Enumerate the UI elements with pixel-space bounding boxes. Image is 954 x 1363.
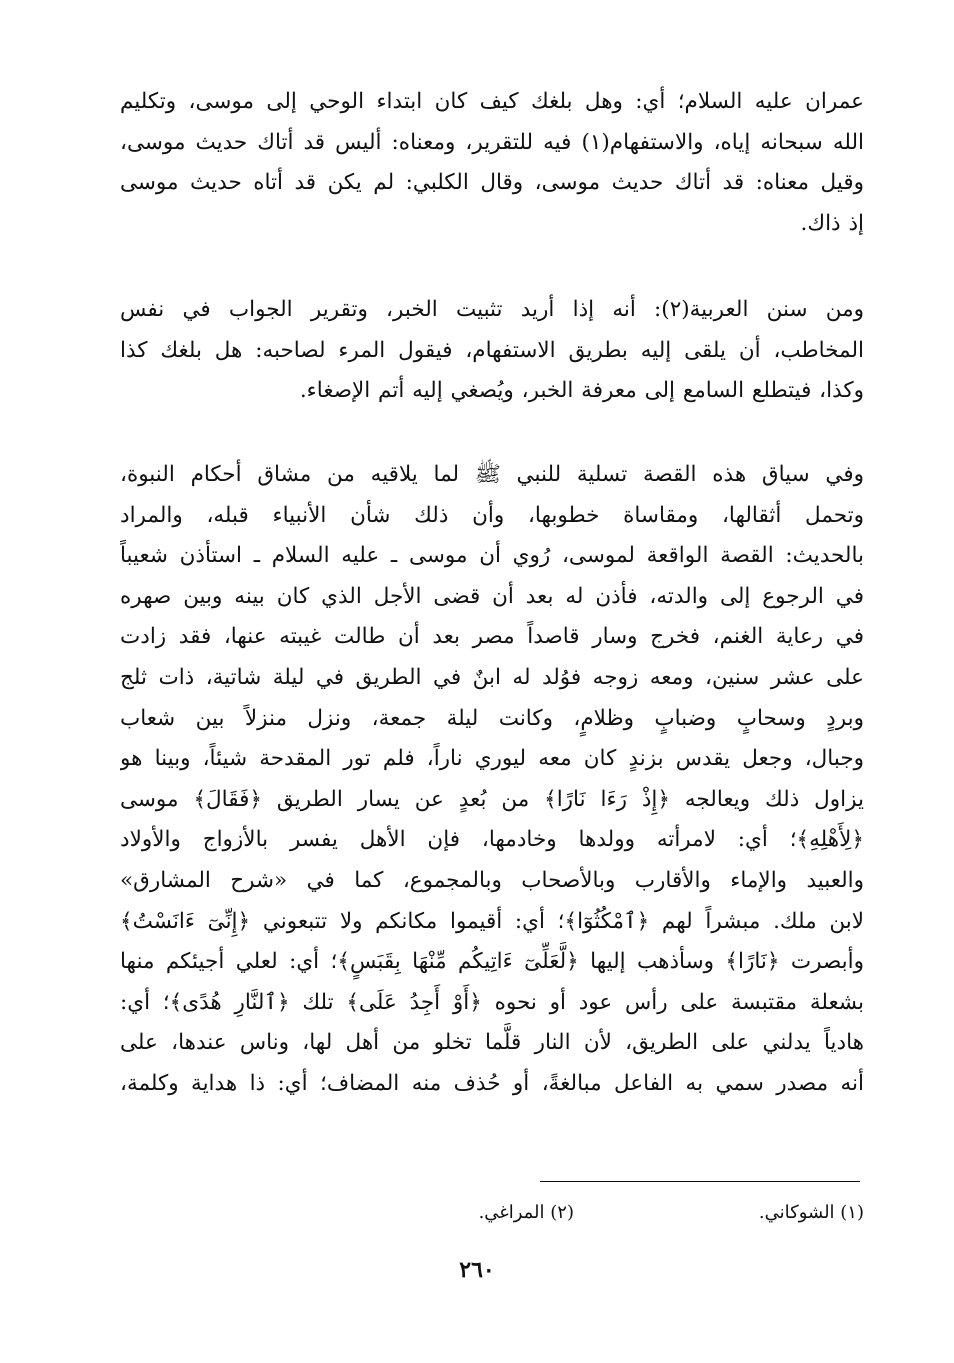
text-line: في رعاية الغنم، فخرج وسار قاصداً مصر بعد أن طالت غيبته عنها، فقد زادت [120, 624, 864, 650]
text-line: بالحديث: القصة الواقعة لموسى، رُوي أن موسى ـ عليه السلام ـ استأذن شعيباً [120, 543, 864, 569]
paragraph-2 [120, 290, 864, 412]
text-line: يزاول ذلك ويعالجه ﴿إِذْ رَءَا نَارًا﴾ من بُعدٍ عن يسار الطريق ﴿فَقَالَ﴾ موسى [120, 786, 864, 812]
text-line: وجبال، وجعل يقدس بزندٍ كان معه ليوري ناراً، فلم تور المقدحة شيئاً، وبينا هو [120, 746, 864, 772]
text-line: الله سبحانه إياه، والاستفهام(١) فيه للتقرير، ومعناه: أليس قد أتاك حديث موسى، [120, 129, 864, 155]
paragraph-3 [120, 455, 864, 1105]
text-line: على عشر سنين، ومعه زوجه فوُلد له ابنٌ في الطريق في ليلة شاتية، ذات ثلج [120, 664, 864, 690]
text-line: وقيل معناه: قد أتاك حديث موسى، وقال الكلبي: لم يكن قد أتاه حديث موسى [120, 170, 864, 196]
text-line: والعبيد والإماء والأقارب وبالأصحاب وبالمجموع، كما في «شرح المشارق» [120, 867, 864, 893]
footnote-divider [540, 1181, 860, 1182]
text-line: عمران عليه السلام؛ أي: وهل بلغك كيف كان ابتداء الوحي إلى موسى، وتكليم [120, 89, 864, 114]
text-line: لابن ملك. مبشراً لهم ﴿ٱمْكُثُوٓا﴾؛ أي: أقيموا مكانكم ولا تتبعوني ﴿إِنِّىٓ ءَانَسْتُ﴾ [120, 908, 864, 934]
footnote-1: (١) الشوكاني. [758, 1202, 864, 1223]
text-line: وبردٍ وسحابٍ وضبابٍ وظلامٍ، وكانت ليلة جمعة، ونزل منزلاً بين شعاب [120, 705, 864, 731]
footnotes [300, 1197, 864, 1229]
text-line: بشعلة مقتبسة على رأس عود أو نحوه ﴿أَوْ أَجِدُ عَلَى﴾ تلك ﴿ٱلنَّارِ هُدًى﴾؛ أي: [120, 989, 864, 1015]
text-line: هادياً يدلني على الطريق، لأن النار قلَّما تخلو من أهل لها، وناس عندها، على [120, 1030, 864, 1056]
text-line: ومن سنن العربية(٢): أنه إذا أريد تثبيت الخبر، وتقرير الجواب في نفس [120, 297, 864, 322]
page-number: ٢٦٠ [459, 1257, 495, 1283]
text-line: ﴿لِأَهْلِهِ﴾؛ أي: لامرأته وولدها وخادمها، فإن الأهل يفسر بالأزواج والأولاد [120, 827, 864, 853]
text-line: أنه مصدر سمي به الفاعل مبالغةً، أو حُذف منه المضاف؛ أي: ذا هداية وكلمة، [120, 1070, 864, 1096]
text-line: في الرجوع إلى والدته، فأذن له بعد أن قضى الأجل الذي كان بينه وبين صهره [120, 583, 864, 609]
paragraph-1 [120, 82, 864, 244]
text-line: وفي سياق هذه القصة تسلية للنبي ﷺ لما يلاقيه من مشاق أحكام النبوة، [120, 462, 864, 487]
footnote-2: (٢) المراغي. [478, 1202, 574, 1223]
text-line: المخاطب، أن يلقى إليه بطريق الاستفهام، فيقول المرء لصاحبه: هل بلغك كذا [120, 337, 864, 363]
text-line: وتحمل أثقالها، ومقاساة خطوبها، وأن ذلك شأن الأنبياء قبله، والمراد [120, 502, 864, 528]
text-line: إذ ذاك. [800, 210, 864, 236]
text-line: وأبصرت ﴿نَارًا﴾ وسأذهب إليها ﴿لَّعَلِّىٓ ءَاتِيكُم مِّنْهَا بِقَبَسٍ﴾؛ أي: لعلي أجيئكم منها [120, 949, 864, 975]
text-line: وكذا، فيتطلع السامع إلى معرفة الخبر، ويُصغي إليه أتم الإصغاء. [299, 378, 864, 404]
